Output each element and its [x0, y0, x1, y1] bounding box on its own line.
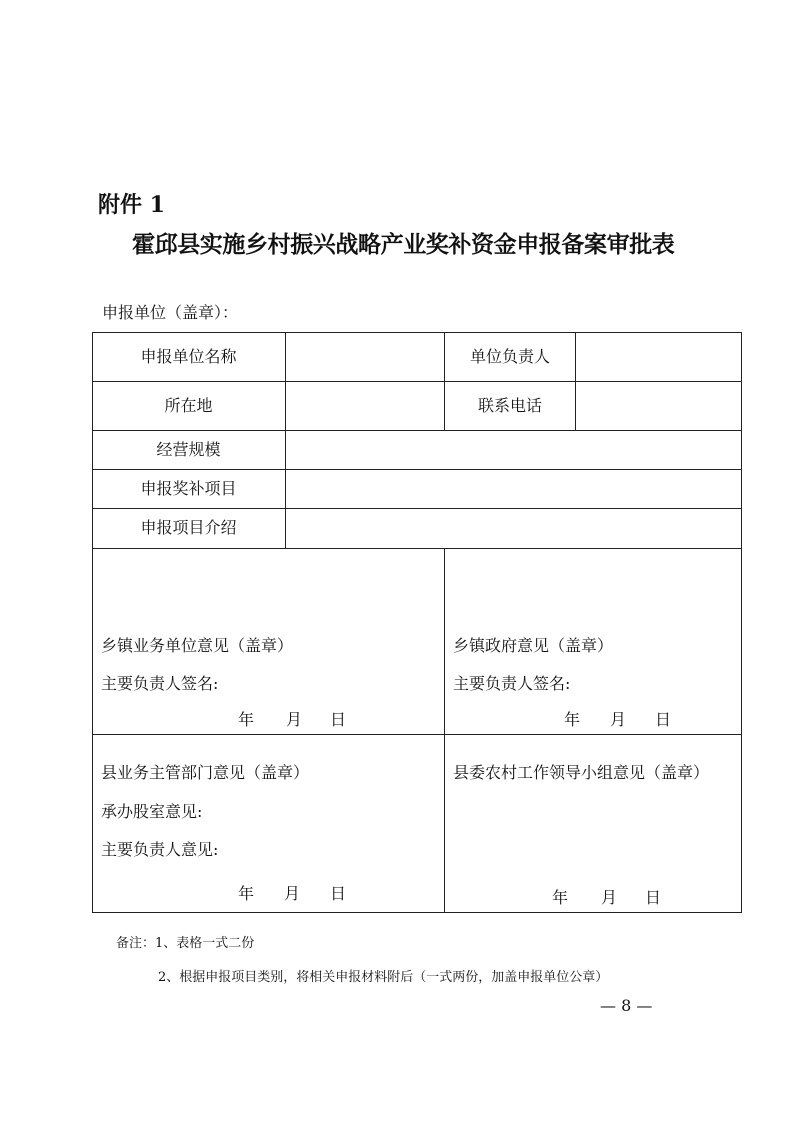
date-month: 月	[284, 884, 301, 903]
table-border-left	[92, 332, 93, 913]
date-month: 月	[286, 710, 303, 729]
applicant-unit-label: 申报单位（盖章）：	[102, 303, 239, 322]
date-year: 年	[238, 710, 255, 729]
date-day: 日	[330, 710, 347, 729]
township-gov-opinion: 乡镇政府意见（盖章）	[453, 636, 614, 655]
row-divider	[92, 469, 742, 470]
county-dept-office-opinion: 承办股室意见:	[101, 802, 203, 821]
date-day: 日	[330, 884, 347, 903]
township-unit-opinion: 乡镇业务单位意见（盖章）	[101, 636, 294, 655]
date-year: 年	[552, 888, 569, 907]
row-divider	[92, 508, 742, 509]
page-title: 霍邱县实施乡村振兴战略产业奖补资金申报备案审批表	[132, 231, 675, 258]
label-scale: 经营规模	[156, 440, 221, 459]
label-project-intro: 申报项目介绍	[140, 518, 237, 537]
label-location: 所在地	[164, 396, 213, 415]
label-unit-head: 单位负责人	[469, 347, 550, 366]
label-phone: 联系电话	[477, 396, 542, 415]
page-number: — 8 —	[600, 996, 653, 1015]
table-border-top	[92, 332, 742, 333]
attachment-label: 附件 1	[98, 192, 165, 218]
date-year: 年	[564, 710, 581, 729]
column-divider	[575, 332, 576, 430]
row-divider	[92, 548, 742, 549]
table-border-bottom	[92, 912, 742, 913]
date-year: 年	[238, 884, 255, 903]
date-month: 月	[601, 888, 618, 907]
note-line-2: 2、根据申报项目类别，将相关申报材料附后（一式两份，加盖申报单位公章）	[158, 970, 609, 985]
township-gov-signature: 主要负责人签名:	[453, 674, 571, 693]
county-dept-head-opinion: 主要负责人意见:	[101, 840, 219, 859]
row-divider	[92, 381, 742, 382]
township-unit-signature: 主要负责人签名:	[101, 674, 219, 693]
county-dept-opinion: 县业务主管部门意见（盖章）	[101, 763, 310, 782]
column-divider	[285, 332, 286, 548]
approval-form-table	[92, 332, 742, 912]
row-divider	[92, 734, 742, 735]
row-divider	[92, 430, 742, 431]
date-day: 日	[655, 710, 672, 729]
column-divider	[444, 548, 445, 912]
date-month: 月	[610, 710, 627, 729]
county-committee-opinion: 县委农村工作领导小组意见（盖章）	[453, 763, 710, 782]
label-unit-name: 申报单位名称	[140, 347, 237, 366]
table-border-right	[741, 332, 742, 913]
date-day: 日	[645, 888, 662, 907]
note-line-1: 备注：1、表格一式二份	[116, 936, 255, 951]
label-subsidy-item: 申报奖补项目	[140, 479, 237, 498]
